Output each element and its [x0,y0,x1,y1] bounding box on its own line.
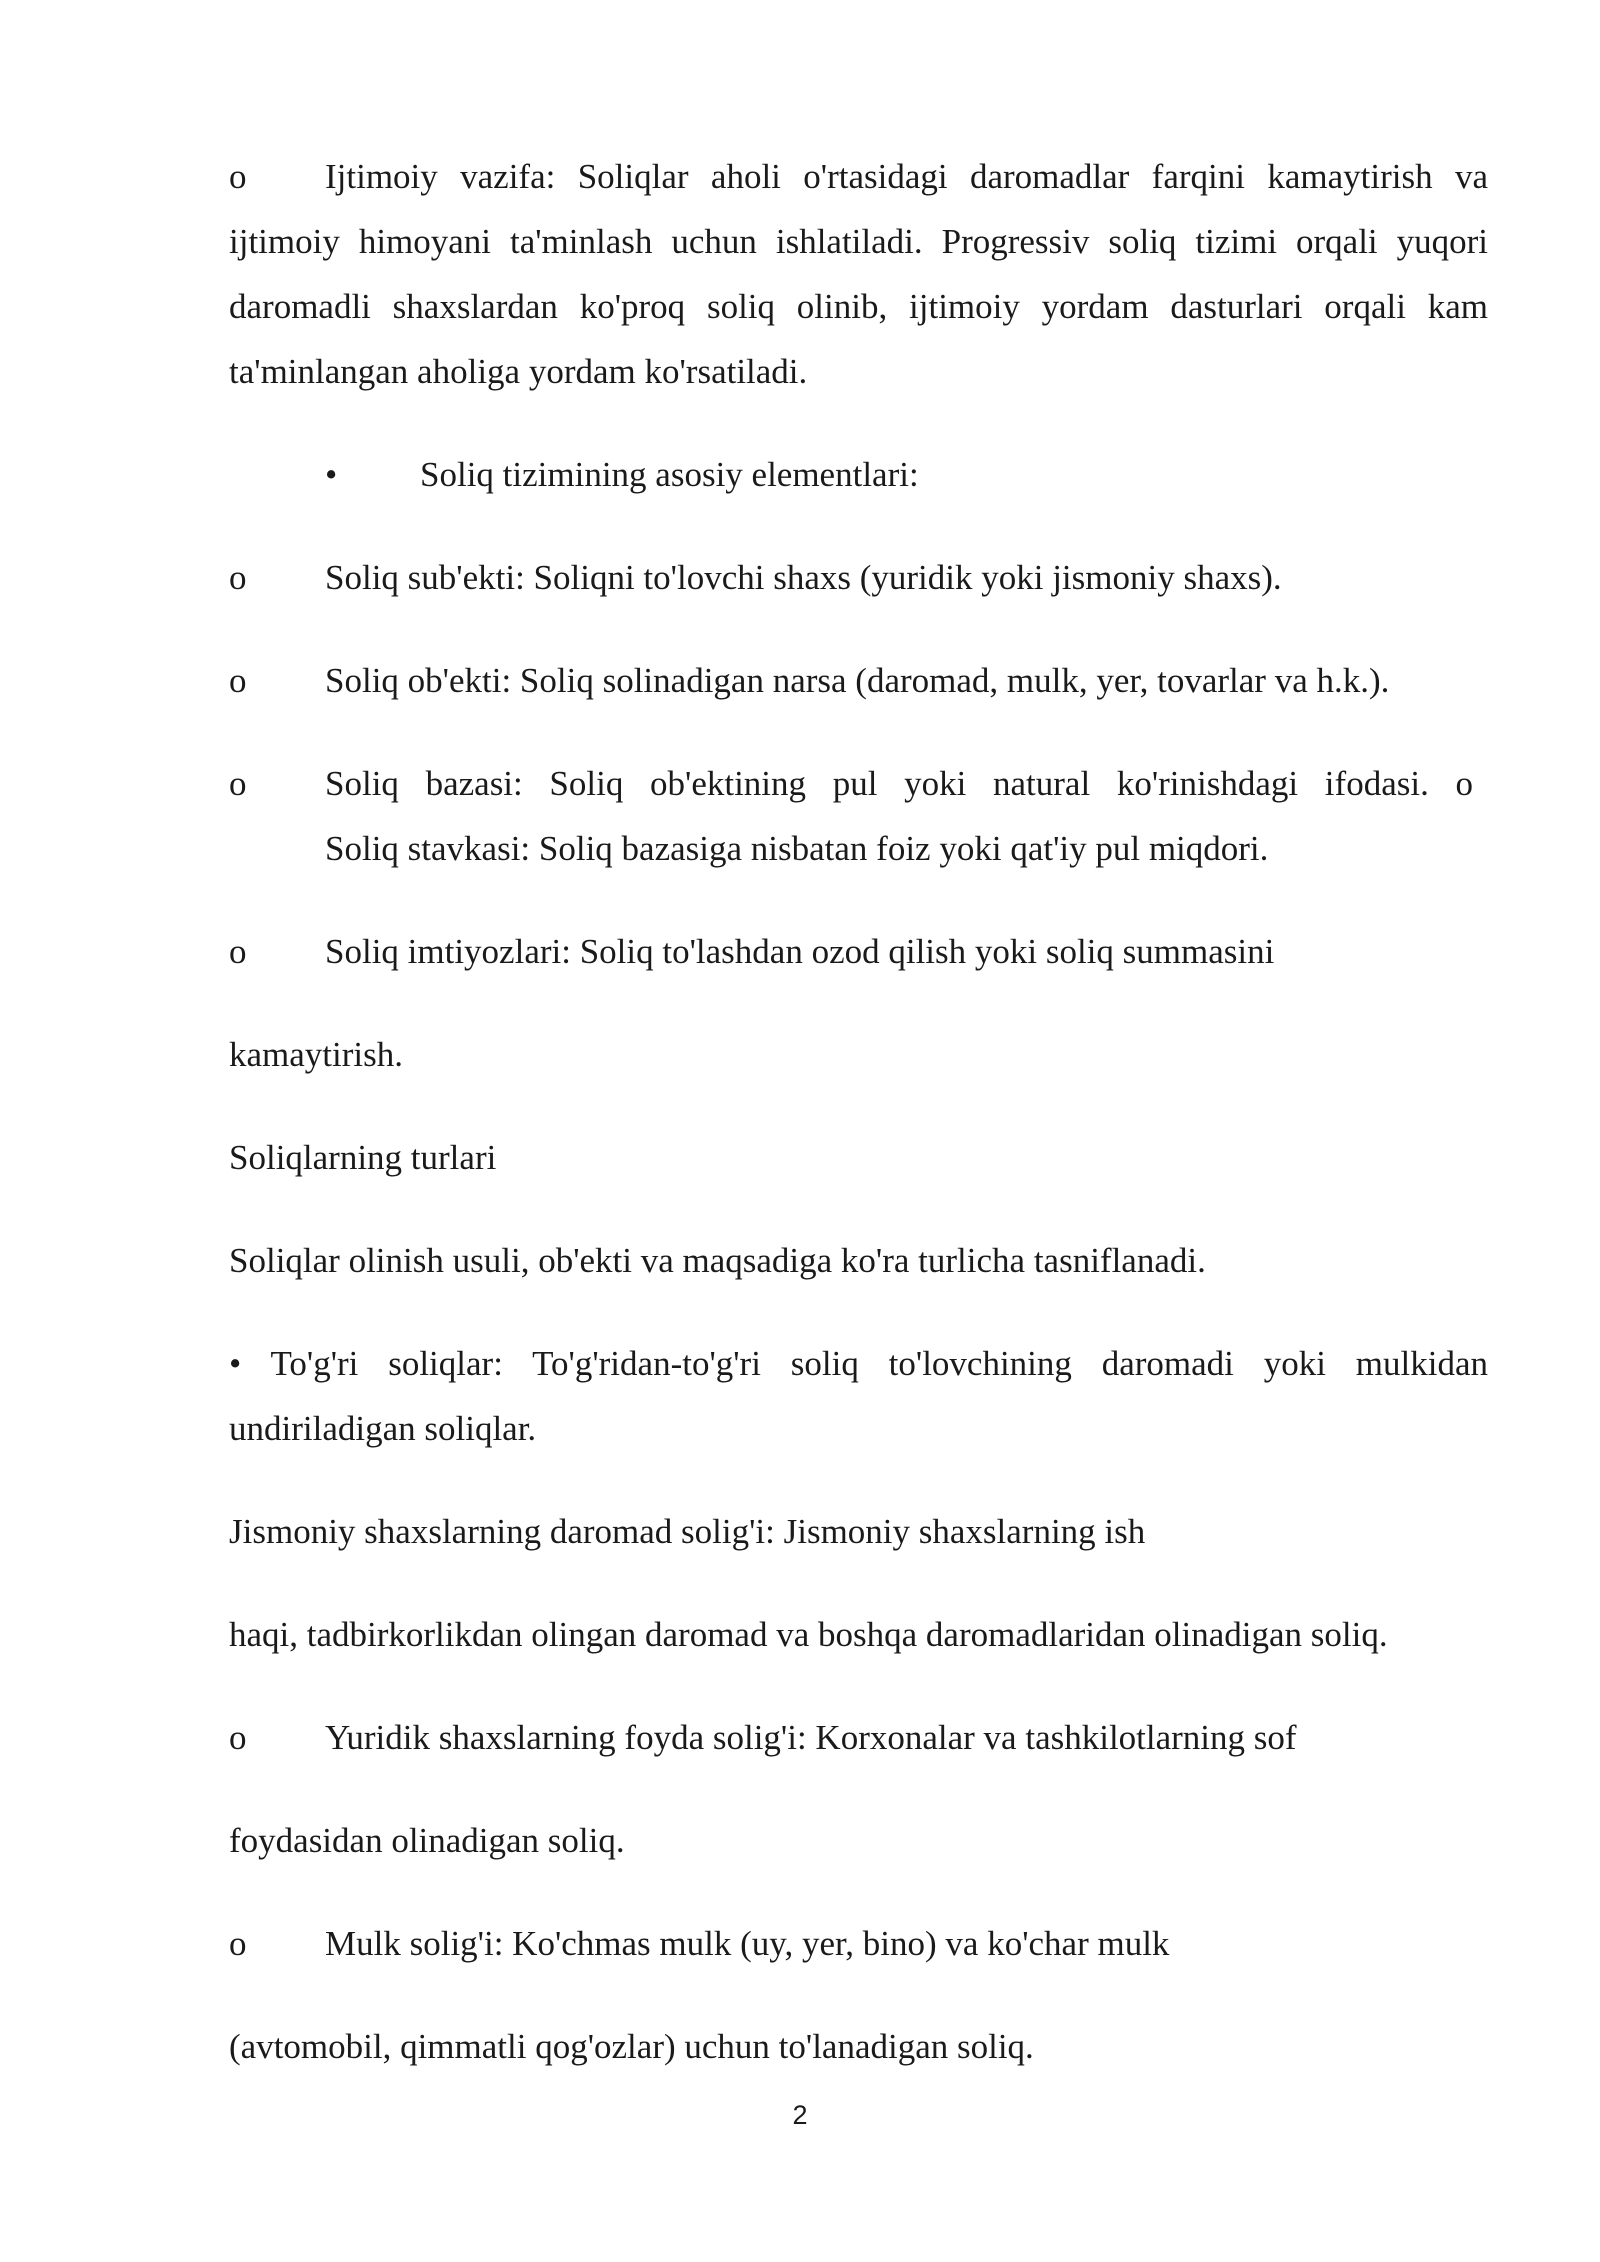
paragraph-line: Soliqlar olinish usuli, ob'ekti va maqsadiga ko'ra turlicha tasniflanadi. [229,1241,1206,1280]
paragraph-line: haqi, tadbirkorlikdan olingan daromad va boshqa daromadlaridan olinadigan soliq. [229,1615,1388,1654]
list-marker: o [229,558,247,597]
list-marker: o [229,1718,247,1757]
list-item: Mulk solig'i: Ko'chmas mulk (uy, yer, bino) va ko'char mulk [325,1924,1170,1963]
paragraph-line: Jismoniy shaxslarning daromad solig'i: Jismoniy shaxslarning ish [229,1512,1146,1551]
list-item: Soliq bazasi: Soliq ob'ektining pul yoki natural ko'rinishdagi ifodasi. o [325,764,1473,803]
list-marker: o [229,764,247,803]
paragraph-line: ta'minlangan aholiga yordam ko'rsatiladi. [229,352,808,391]
page-number: 2 [792,2100,808,2130]
list-item: Soliq sub'ekti: Soliqni to'lovchi shaxs (yuridik yoki jismoniy shaxs). [325,558,1282,597]
list-marker: o [229,1924,247,1963]
list-marker: o [229,157,247,196]
paragraph-line: daromadli shaxslardan ko'proq soliq olinib, ijtimoiy yordam dasturlari orqali kam [229,287,1488,326]
paragraph-line: Ijtimoiy vazifa: Soliqlar aholi o'rtasidagi daromadlar farqini kamaytirish va [325,157,1488,196]
list-marker: o [229,932,247,971]
paragraph-line: undiriladigan soliqlar. [229,1409,537,1448]
paragraph-line: foydasidan olinadigan soliq. [229,1821,625,1860]
paragraph-line: (avtomobil, qimmatli qog'ozlar) uchun to'lanadigan soliq. [229,2027,1034,2066]
list-item: Soliq stavkasi: Soliq bazasiga nisbatan foiz yoki qat'iy pul miqdori. [325,829,1269,868]
paragraph-line: ijtimoiy himoyani ta'minlash uchun ishlatiladi. Progressiv soliq tizimi orqali yuqori [229,222,1488,261]
list-item: Soliq ob'ekti: Soliq solinadigan narsa (daromad, mulk, yer, tovarlar va h.k.). [325,661,1390,700]
list-item: Yuridik shaxslarning foyda solig'i: Korxonalar va tashkilotlarning sof [325,1718,1297,1757]
paragraph-line: kamaytirish. [229,1035,403,1074]
paragraph-line: • To'g'ri soliqlar: To'g'ridan-to'g'ri soliq to'lovchining daromadi yoki mulkidan [229,1344,1488,1383]
section-bullet-text: Soliq tizimining asosiy elementlari: [420,455,919,494]
section-heading: Soliqlarning turlari [229,1138,497,1177]
list-item: Soliq imtiyozlari: Soliq to'lashdan ozod qilish yoki soliq summasini [325,932,1275,971]
bullet-marker: • [325,455,338,494]
list-marker: o [229,661,247,700]
